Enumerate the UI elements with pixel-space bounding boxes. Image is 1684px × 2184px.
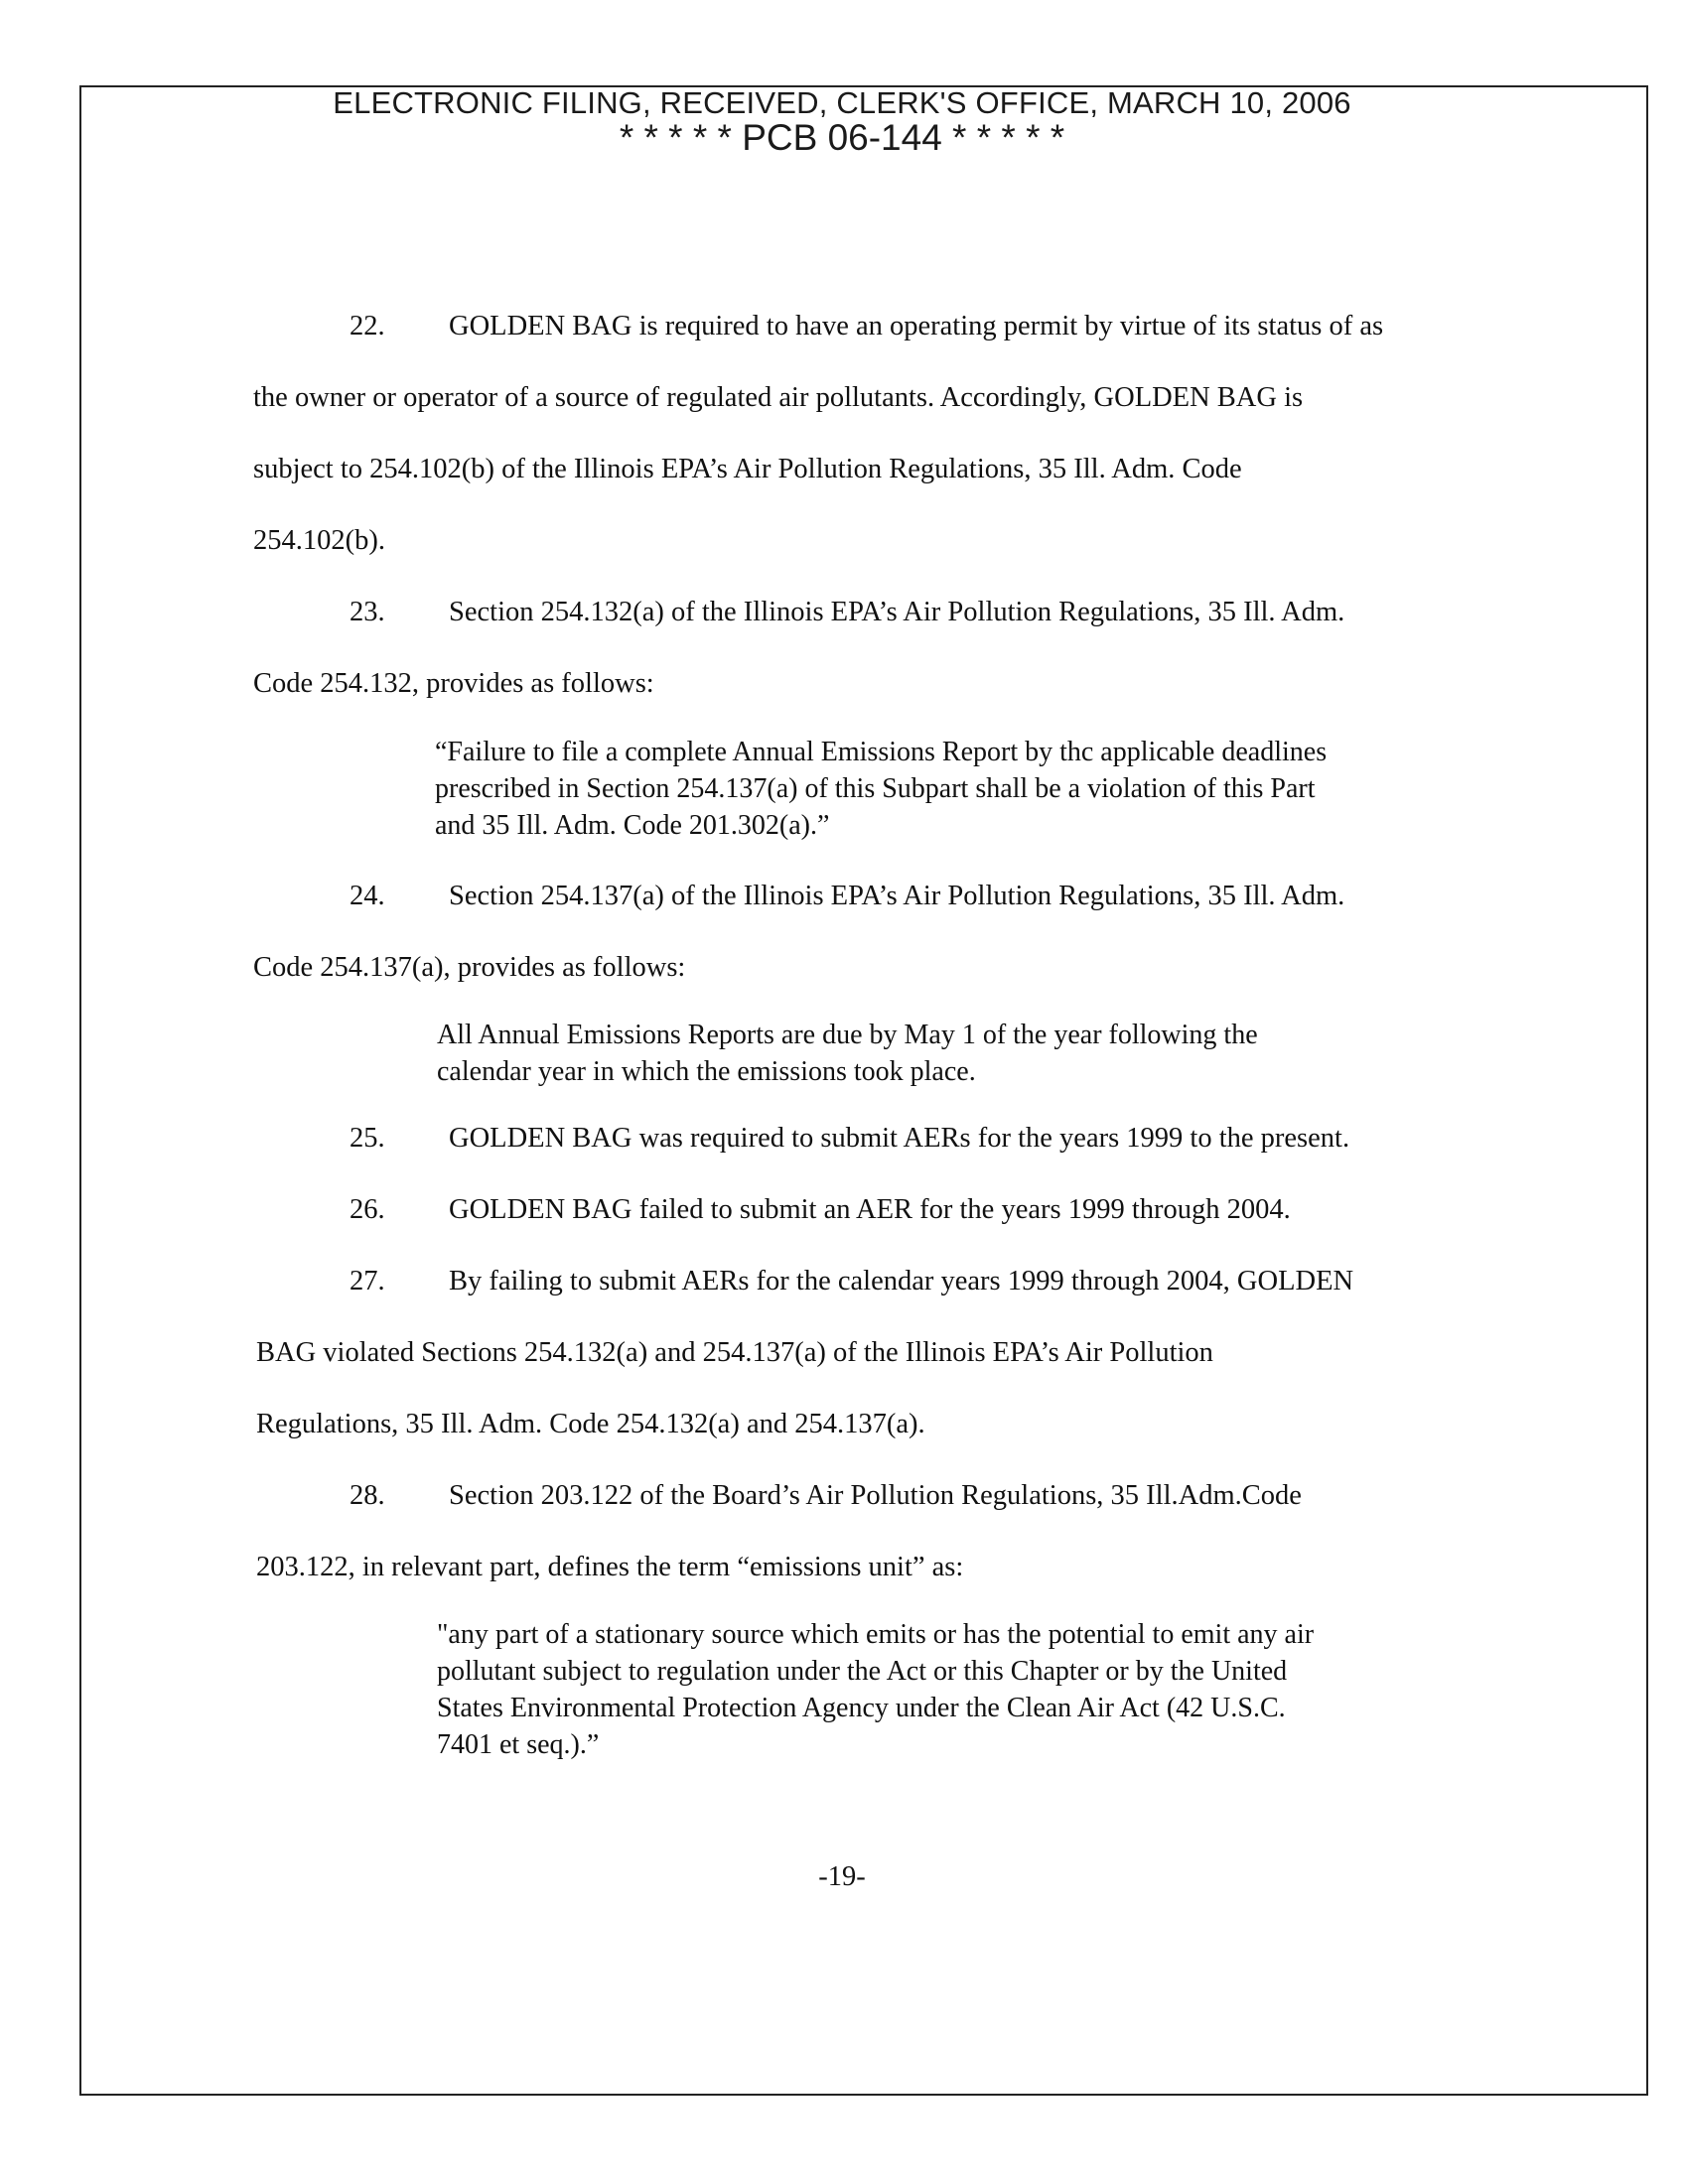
quote-line: "any part of a stationary source which emits or has the potential to emit any air xyxy=(437,1619,1315,1650)
paragraph-25 xyxy=(350,1125,1349,1154)
paragraph-text: GOLDEN BAG is required to have an operating permit by virtue of its status of as xyxy=(449,311,1384,341)
paragraph-22-line-3: subject to 254.102(b) of the Illinois EPA’s Air Pollution Regulations, 35 Ill. Adm. Code xyxy=(253,454,1242,484)
case-number-stamp: * * * * * PCB 06-144 * * * * * xyxy=(619,117,1065,158)
paragraph-28-first-line xyxy=(350,1482,1302,1511)
quote-line: prescribed in Section 254.137(a) of this Subpart shall be a violation of this Part xyxy=(435,773,1316,804)
paragraph-22-first-line xyxy=(350,313,1383,341)
paragraph-22-line-4: 254.102(b). xyxy=(253,525,385,556)
paragraph-27-line-2: BAG violated Sections 254.132(a) and 254.137(a) of the Illinois EPA’s Air Pollution xyxy=(256,1337,1213,1368)
quote-line: and 35 Ill. Adm. Code 201.302(a).” xyxy=(435,810,830,841)
quote-line: 7401 et seq.).” xyxy=(437,1729,600,1760)
block-quote-24 xyxy=(437,1017,1258,1090)
quote-line: calendar year in which the emissions took place. xyxy=(437,1056,976,1087)
paragraph-text: GOLDEN BAG was required to submit AERs for the years 1999 to the present. xyxy=(449,1123,1350,1154)
paragraph-text: GOLDEN BAG failed to submit an AER for the years 1999 through 2004. xyxy=(449,1194,1291,1225)
paragraph-number: 22. xyxy=(350,311,385,341)
paragraph-number: 24. xyxy=(350,881,385,911)
paragraph-26 xyxy=(350,1196,1291,1225)
paragraph-27-line-3: Regulations, 35 Ill. Adm. Code 254.132(a) and 254.137(a). xyxy=(256,1409,925,1439)
paragraph-23-first-line xyxy=(350,599,1344,627)
paragraph-number: 26. xyxy=(350,1194,385,1225)
page-number: -19- xyxy=(818,1861,866,1892)
paragraph-number: 28. xyxy=(350,1480,385,1511)
block-quote-28 xyxy=(437,1616,1314,1763)
quote-line: States Environmental Protection Agency under the Clean Air Act (42 U.S.C. xyxy=(437,1693,1286,1723)
block-quote-23 xyxy=(435,734,1327,844)
paragraph-text: Section 254.132(a) of the Illinois EPA’s Air Pollution Regulations, 35 Ill. Adm. xyxy=(449,597,1345,627)
paragraph-27-first-line xyxy=(350,1268,1353,1297)
paragraph-text: Section 254.137(a) of the Illinois EPA’s Air Pollution Regulations, 35 Ill. Adm. xyxy=(449,881,1345,911)
paragraph-28-line-2: 203.122, in relevant part, defines the term “emissions unit” as: xyxy=(256,1552,964,1582)
paragraph-text: Section 203.122 of the Board’s Air Pollution Regulations, 35 Ill.Adm.Code xyxy=(449,1480,1302,1511)
quote-line: All Annual Emissions Reports are due by May 1 of the year following the xyxy=(437,1020,1258,1050)
paragraph-number: 27. xyxy=(350,1266,385,1297)
paragraph-number: 23. xyxy=(350,597,385,627)
quote-line: pollutant subject to regulation under the Act or this Chapter or by the United xyxy=(437,1656,1288,1687)
filing-stamp-line: ELECTRONIC FILING, RECEIVED, CLERK'S OFFICE, MARCH 10, 2006 xyxy=(333,85,1351,120)
paragraph-number: 25. xyxy=(350,1123,385,1154)
paragraph-22-line-2: the owner or operator of a source of regulated air pollutants. Accordingly, GOLDEN BAG is xyxy=(253,382,1304,413)
paragraph-24-first-line xyxy=(350,883,1344,911)
paragraph-23-line-2: Code 254.132, provides as follows: xyxy=(253,668,654,699)
paragraph-24-line-2: Code 254.137(a), provides as follows: xyxy=(253,952,686,983)
paragraph-text: By failing to submit AERs for the calendar years 1999 through 2004, GOLDEN xyxy=(449,1266,1354,1297)
quote-line: “Failure to file a complete Annual Emissions Report by thc applicable deadlines xyxy=(435,737,1328,767)
